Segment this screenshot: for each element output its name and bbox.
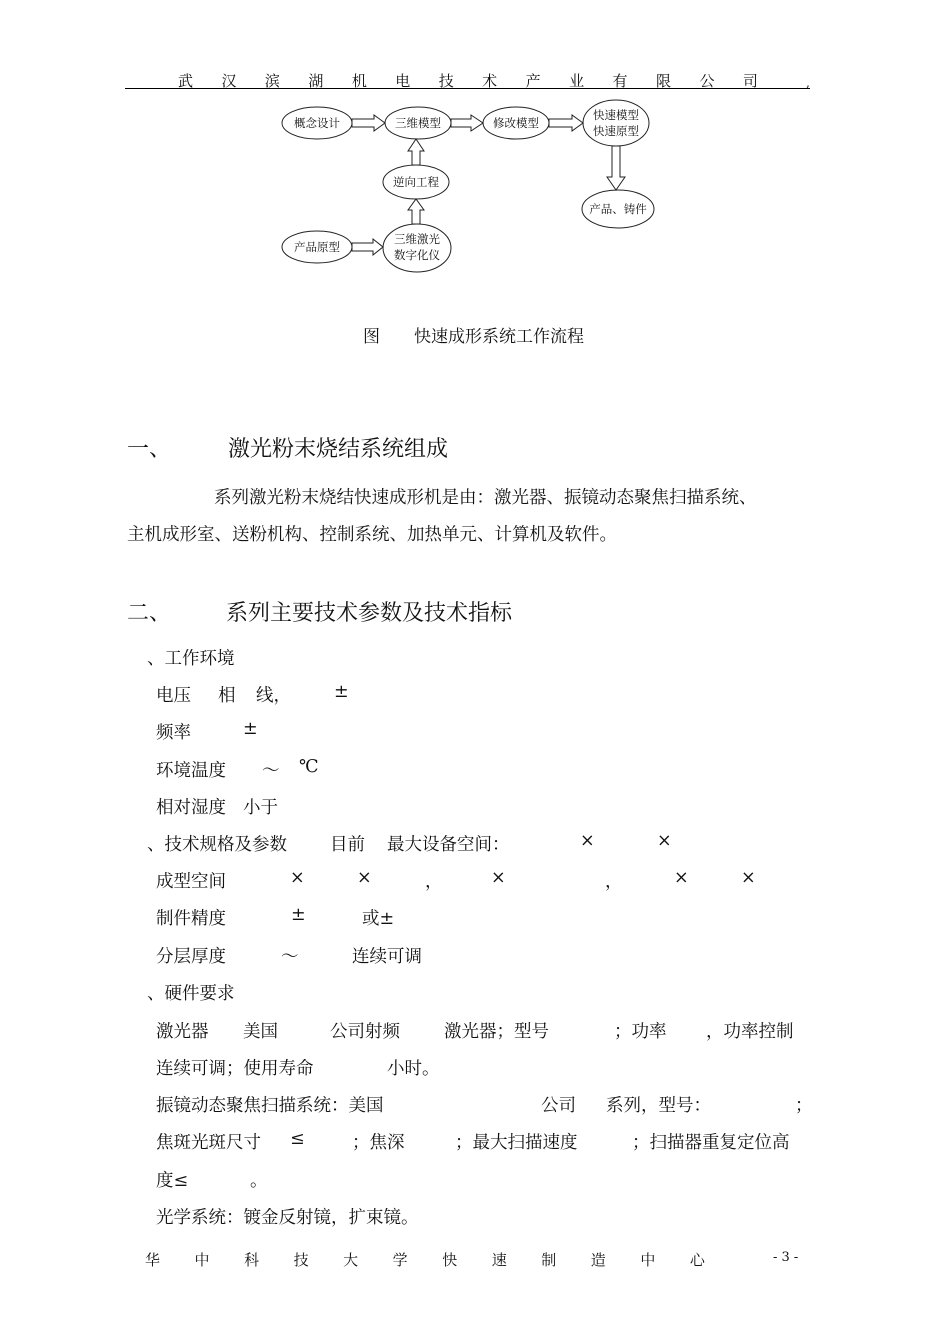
env-humidity-row — [0, 794, 950, 820]
figure-title: 快速成形系统工作流程 — [414, 327, 584, 347]
header-char: 武 — [178, 72, 194, 90]
arrow-right — [352, 115, 385, 131]
footer-char: 科 — [244, 1251, 260, 1269]
label: 公司 — [541, 1096, 576, 1116]
header-char: 有 — [612, 72, 628, 90]
label: 连续可调；使用寿命 — [156, 1059, 314, 1079]
hw-laser-row — [0, 1018, 950, 1044]
label: ；扫描器重复定位高 — [632, 1133, 790, 1153]
label: 成型空间 — [156, 872, 226, 892]
label: 线， — [256, 686, 291, 706]
footer-char: 华 — [145, 1251, 161, 1269]
footer-char: 中 — [640, 1251, 656, 1269]
header-char: 机 — [351, 72, 367, 90]
label: 小时。 — [387, 1059, 440, 1079]
section-number: 一、 — [127, 437, 172, 462]
spec-precision-row — [0, 905, 950, 931]
symbol: × — [674, 868, 689, 888]
hw-repeat-row-2 — [0, 1167, 950, 1193]
symbol: ± — [243, 719, 258, 739]
symbol: ～ — [262, 761, 280, 781]
symbol: ± — [291, 905, 306, 925]
arrow-up — [408, 139, 424, 165]
header-char: 限 — [655, 72, 671, 90]
symbol: × — [741, 868, 756, 888]
env-frequency-row — [0, 719, 950, 745]
footer-char: 心 — [689, 1251, 705, 1269]
hw-heading: 、硬件要求 — [147, 984, 235, 1004]
label: 激光器；型号 — [444, 1022, 549, 1042]
header-mark: , — [806, 76, 810, 90]
node-label: 修改模型 — [493, 116, 539, 130]
page-number: - 3 - — [773, 1250, 799, 1265]
header-char: 术 — [482, 72, 498, 90]
spec-build-space-row — [0, 868, 950, 894]
footer-char: 学 — [392, 1251, 408, 1269]
node-label: 快速原型 — [593, 124, 639, 138]
label: ；最大扫描速度 — [455, 1133, 578, 1153]
hw-laser-row-2 — [0, 1055, 950, 1081]
env-voltage-row — [0, 682, 950, 708]
label: ；焦深 — [352, 1133, 405, 1153]
label: 目前 — [330, 835, 365, 855]
symbol: ℃ — [299, 757, 319, 777]
label: 连续可调 — [352, 947, 422, 967]
header-char: 司 — [742, 72, 758, 90]
section-1-paragraph-line: 系列激光粉末烧结快速成形机是由：激光器、振镜动态聚焦扫描系统、 — [214, 488, 757, 508]
header-char: 滨 — [264, 72, 280, 90]
footer-organization — [145, 1249, 705, 1270]
label: 相对湿度 — [156, 798, 226, 818]
footer-char: 中 — [194, 1251, 210, 1269]
symbol: ～ — [281, 947, 299, 967]
spec-layer-row — [0, 943, 950, 969]
footer-char: 速 — [491, 1251, 507, 1269]
node-label: 概念设计 — [294, 116, 340, 130]
footer-char: 大 — [343, 1251, 359, 1269]
section-2-heading — [127, 596, 171, 627]
arrow-right — [451, 115, 483, 131]
process-flowchart — [270, 95, 670, 275]
node-label: 三维模型 — [395, 116, 441, 130]
section-1-paragraph-line: 主机成形室、送粉机构、控制系统、加热单元、计算机及软件。 — [127, 525, 617, 545]
env-heading: 、工作环境 — [147, 649, 235, 669]
spec-heading-row — [0, 831, 950, 857]
section-1-heading — [127, 432, 171, 463]
label: 制件精度 — [156, 909, 226, 929]
hw-spot-row — [0, 1129, 950, 1155]
label: 分层厚度 — [156, 947, 226, 967]
label: 美国 — [243, 1022, 278, 1042]
header-char: 汉 — [221, 72, 237, 90]
figure-caption — [363, 322, 584, 347]
label: 公司射频 — [330, 1022, 400, 1042]
node-rapid-prototype — [583, 100, 649, 146]
label: 频率 — [156, 723, 191, 743]
label: 小于 — [243, 798, 278, 818]
node-label: 三维激光 — [394, 232, 440, 246]
env-temperature-row — [0, 757, 950, 783]
symbol: ± — [334, 682, 349, 702]
symbol: × — [290, 868, 305, 888]
symbol: ； — [795, 1096, 813, 1116]
label: 环境温度 — [156, 761, 226, 781]
header-char: 技 — [438, 72, 454, 90]
label: 振镜动态聚焦扫描系统：美国 — [156, 1096, 384, 1116]
node-label: 产品、铸件 — [589, 202, 647, 216]
symbol: × — [491, 868, 506, 888]
section-1-title: 激光粉末烧结系统组成 — [228, 437, 449, 462]
arrow-up — [408, 199, 424, 224]
node-label: 数字化仪 — [394, 248, 440, 262]
header-char: 湖 — [308, 72, 324, 90]
header-char: 电 — [395, 72, 411, 90]
label: 或± — [362, 909, 395, 929]
symbol: × — [357, 868, 372, 888]
footer-char: 造 — [590, 1251, 606, 1269]
label: ；功率 — [614, 1022, 667, 1042]
symbol: × — [580, 831, 595, 851]
symbol: ， — [605, 872, 623, 892]
node-label: 快速模型 — [593, 108, 639, 122]
label: 度≤ — [156, 1171, 189, 1191]
hw-galvo-row — [0, 1092, 950, 1118]
footer-char: 快 — [442, 1251, 458, 1269]
label: 系列，型号： — [606, 1096, 711, 1116]
node-label: 产品原型 — [294, 240, 340, 254]
label: 最大设备空间： — [387, 835, 510, 855]
symbol: ， — [425, 872, 443, 892]
hw-optics: 光学系统：镀金反射镜，扩束镜。 — [156, 1208, 419, 1228]
section-number: 二、 — [127, 601, 172, 626]
header-char: 业 — [569, 72, 585, 90]
label: 激光器 — [156, 1022, 209, 1042]
symbol: 。 — [250, 1171, 268, 1191]
node-label: 逆向工程 — [393, 175, 439, 189]
footer-char: 技 — [293, 1251, 309, 1269]
label: 电压 — [156, 686, 191, 706]
header-char: 公 — [699, 72, 715, 90]
label: 焦斑光斑尺寸 — [156, 1133, 261, 1153]
footer-char: 制 — [541, 1251, 557, 1269]
spec-heading: 、技术规格及参数 — [147, 835, 287, 855]
section-2-title: 系列主要技术参数及技术指标 — [226, 601, 513, 626]
label: ，功率控制 — [706, 1022, 794, 1042]
figure-label: 图 — [363, 327, 380, 347]
arrow-right — [352, 239, 383, 255]
label: 相 — [218, 686, 236, 706]
arrow-down — [607, 146, 625, 190]
arrow-right — [549, 115, 583, 131]
header-char: 产 — [525, 72, 541, 90]
symbol: × — [657, 831, 672, 851]
header-rule — [125, 88, 810, 89]
symbol: ≤ — [290, 1129, 305, 1149]
